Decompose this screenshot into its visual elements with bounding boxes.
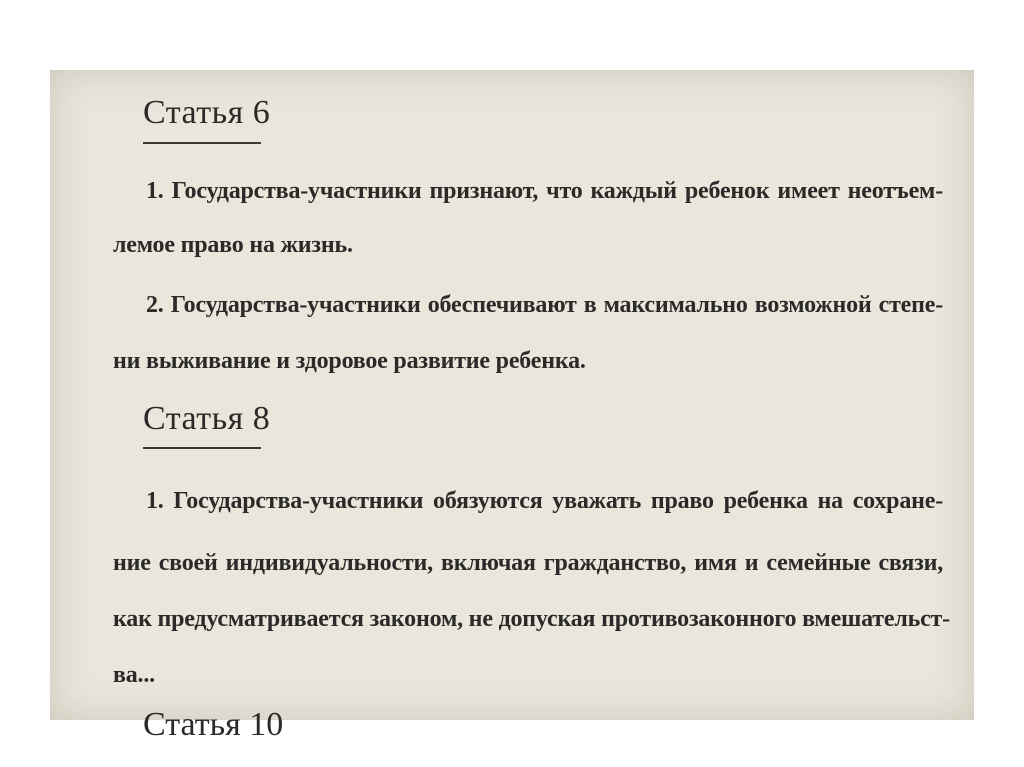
article-8-underline (143, 447, 261, 449)
article-6-paragraph-1-line-1: 1. Государства-участники признают, что каждый ребенок имеет неотъем- (146, 178, 943, 204)
next-article-heading-cut-off: Статья 10 (143, 706, 284, 743)
article-6-paragraph-2-line-1: 2. Государства-участники обеспечивают в максимально возможной степе- (146, 292, 943, 318)
article-8-paragraph-1-line-1: 1. Государства-участники обязуются уважать право ребенка на сохране- (146, 488, 943, 514)
article-6-heading: Статья 6 (143, 94, 271, 131)
article-8-paragraph-1-line-3: как предусматривается законом, не допуская противозаконного вмешательст- (113, 606, 950, 632)
article-6-underline (143, 142, 261, 144)
article-8-paragraph-1-line-2: ние своей индивидуальности, включая гражданство, имя и семейные связи, (113, 550, 943, 576)
show-through-texture (50, 140, 974, 167)
article-6-paragraph-1-line-2: лемое право на жизнь. (113, 232, 353, 258)
article-6-paragraph-2-line-2: ни выживание и здоровое развитие ребенка. (113, 348, 586, 374)
article-8-heading: Статья 8 (143, 400, 271, 437)
article-8-paragraph-1-line-4: ва... (113, 662, 155, 688)
scanned-page (50, 70, 974, 743)
